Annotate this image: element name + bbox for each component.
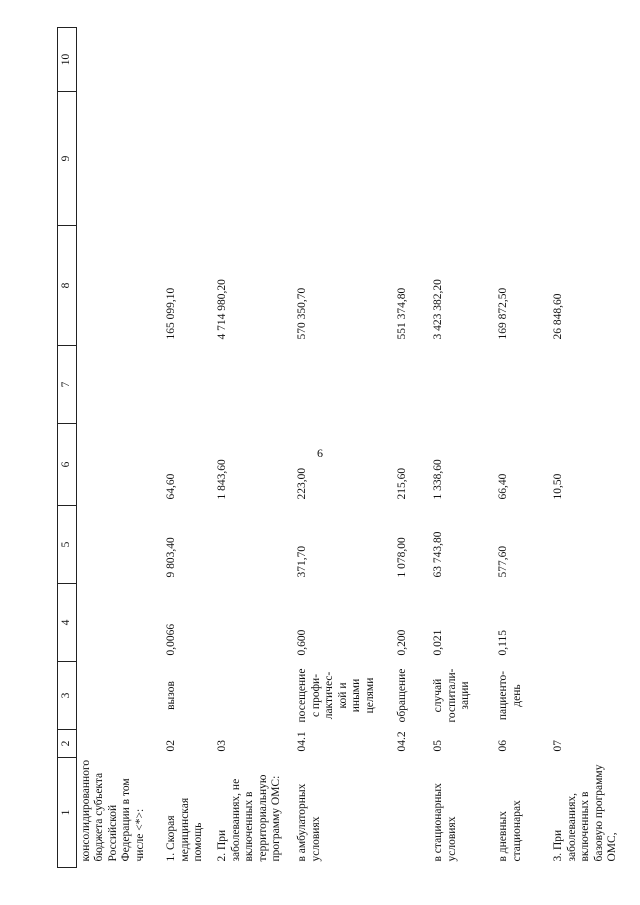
row-name: 2. При заболеваниях, не включенных в территориальную программу ОМС: [216, 774, 282, 862]
unit-of-measure: пациенто-день [497, 670, 523, 721]
table-row [76, 28, 162, 868]
unit-of-measure: вызов [165, 681, 177, 710]
row-name: в дневных стационарах [497, 800, 523, 862]
column-7-value [293, 346, 393, 424]
volume-value: 0,200 [396, 629, 408, 656]
column-number: 9 [58, 92, 77, 226]
per-capita-value [76, 424, 162, 506]
column-9-value [429, 92, 494, 226]
column-number: 6 [58, 424, 77, 506]
table-row [293, 28, 393, 868]
column-10-value [494, 28, 549, 92]
unit-cost-value [76, 506, 162, 584]
column-7-value [162, 346, 213, 424]
column-9-value [293, 92, 393, 226]
column-7-value [393, 346, 429, 424]
unit-of-measure [76, 662, 162, 730]
line-code [76, 730, 162, 758]
total-value [76, 226, 162, 346]
column-7-value [429, 346, 494, 424]
line-code: 04.1 [296, 731, 308, 752]
column-9-value [162, 92, 213, 226]
per-capita-value: 223,00 [296, 467, 308, 500]
volume-value: 0,021 [432, 629, 444, 656]
row-name: 1. Скорая медицинская помощь [165, 797, 204, 862]
line-code: 04.2 [396, 731, 408, 752]
unit-cost-value [213, 506, 293, 584]
column-10-value [76, 28, 162, 92]
per-capita-value: 64,60 [165, 473, 177, 500]
column-number-row [58, 28, 77, 868]
table-row [494, 28, 549, 868]
column-9-value [213, 92, 293, 226]
table-row [549, 28, 624, 868]
total-value: 169 872,50 [497, 287, 509, 340]
volume-value: 0,0066 [165, 623, 177, 656]
row-name: в амбулаторных условиях [296, 783, 322, 862]
volume-value [549, 584, 624, 662]
volume-value [76, 584, 162, 662]
column-10-value [393, 28, 429, 92]
line-code: 06 [497, 740, 509, 752]
table-row [162, 28, 213, 868]
unit-cost-value [549, 506, 624, 584]
unit-cost-value: 1 078,00 [396, 537, 408, 578]
column-9-value [494, 92, 549, 226]
line-code: 07 [552, 740, 564, 752]
column-number: 8 [58, 226, 77, 346]
volume-value: 0,600 [296, 629, 308, 656]
column-10-value [293, 28, 393, 92]
unit-of-measure [549, 662, 624, 730]
unit-of-measure: случай госпитали-зации [432, 668, 471, 723]
row-name: 3. При заболеваниях, включенных в базовую программу ОМС, [552, 764, 618, 862]
column-7-value [549, 346, 624, 424]
column-10-value [213, 28, 293, 92]
unit-cost-value: 577,60 [497, 545, 509, 578]
rotated-table-block [57, 28, 618, 868]
table-row [393, 28, 429, 868]
column-10-value [162, 28, 213, 92]
total-value: 165 099,10 [165, 287, 177, 340]
total-value: 551 374,80 [396, 287, 408, 340]
column-9-value [76, 92, 162, 226]
column-number: 1 [58, 758, 77, 868]
row-name: в стационарных условиях [432, 783, 458, 862]
financing-table [57, 27, 624, 868]
volume-value: 0,115 [497, 630, 509, 656]
column-number: 4 [58, 584, 77, 662]
column-number: 2 [58, 730, 77, 758]
per-capita-value: 215,60 [396, 467, 408, 500]
line-code: 05 [432, 740, 444, 752]
table-row [213, 28, 293, 868]
column-7-value [494, 346, 549, 424]
per-capita-value: 1 843,60 [216, 459, 228, 500]
column-9-value [549, 92, 624, 226]
unit-of-measure [213, 662, 293, 730]
unit-cost-value: 9 803,40 [165, 537, 177, 578]
column-number: 5 [58, 506, 77, 584]
row-name [393, 758, 429, 868]
per-capita-value: 1 338,60 [432, 459, 444, 500]
per-capita-value: 10,50 [552, 473, 564, 500]
column-10-value [429, 28, 494, 92]
total-value: 4 714 980,20 [216, 279, 228, 340]
per-capita-value: 66,40 [497, 473, 509, 500]
column-number: 7 [58, 346, 77, 424]
column-9-value [393, 92, 429, 226]
total-value: 3 423 382,20 [432, 279, 444, 340]
line-code: 03 [216, 740, 228, 752]
volume-value [213, 584, 293, 662]
line-code: 02 [165, 740, 177, 752]
column-7-value [76, 346, 162, 424]
row-name: консолидированного бюджета субъекта Российской Федерации в том числе <*>: [79, 759, 146, 862]
column-number: 10 [58, 28, 77, 92]
unit-of-measure: посещение с профи-лактичес-кой и иными целями [296, 668, 376, 723]
unit-cost-value: 63 743,80 [432, 531, 444, 578]
page-number: 6 [317, 446, 323, 460]
unit-of-measure: обращение [396, 668, 408, 723]
column-number: 3 [58, 662, 77, 730]
total-value: 570 350,70 [296, 287, 308, 340]
column-7-value [213, 346, 293, 424]
unit-cost-value: 371,70 [296, 545, 308, 578]
column-10-value [549, 28, 624, 92]
total-value: 26 848,60 [552, 293, 564, 340]
table-row [429, 28, 494, 868]
